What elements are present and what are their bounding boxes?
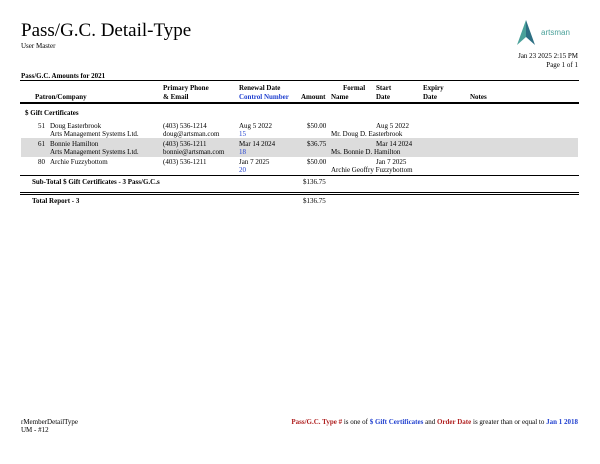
row-3-formal: Archie Geoffry Fuzzybottom <box>331 166 413 174</box>
row-2-email: bonnie@artsman.com <box>163 148 225 156</box>
total-amount: $136.75 <box>303 197 326 205</box>
group-title: $ Gift Certificates <box>25 109 79 117</box>
col-start-1: Start <box>376 84 392 92</box>
row-1-company: Arts Management Systems Ltd. <box>50 130 139 138</box>
row-2-company: Arts Management Systems Ltd. <box>50 148 139 156</box>
row-3-phone: (403) 536-1211 <box>163 158 207 166</box>
col-phone-1: Primary Phone <box>163 84 209 92</box>
subtotal-label: Sub-Total $ Gift Certificates - 3 Pass/G.C.s <box>32 178 160 186</box>
report-date-block <box>518 52 578 70</box>
row-3-name: Archie Fuzzybottom <box>50 158 108 166</box>
row-1-amount: $50.00 <box>307 122 327 130</box>
row-1-phone: (403) 536-1214 <box>163 122 207 130</box>
logo-text: artsman <box>541 28 570 37</box>
criteria-field-2: Order Date <box>436 418 472 426</box>
section-rule <box>20 80 579 81</box>
col-patron: Patron/Company <box>35 93 87 101</box>
row-2-phone: (403) 536-1211 <box>163 140 207 148</box>
total-label: Total Report - 3 <box>32 197 80 205</box>
criteria-op-1: is one of <box>342 418 370 426</box>
criteria-field-1: Pass/G.C. Type # <box>291 418 343 426</box>
footer-criteria <box>291 418 578 426</box>
subtotal-amount: $136.75 <box>303 178 326 186</box>
row-3-renewal: Jan 7 2025 <box>239 158 270 166</box>
row-1-name: Doug Easterbrook <box>50 122 102 130</box>
col-amount: Amount <box>301 93 326 101</box>
row-2-start: Mar 14 2024 <box>376 140 413 148</box>
criteria-join: and <box>423 418 437 426</box>
criteria-op-2: is greater than or equal to <box>471 418 547 426</box>
subtotal-rule <box>20 175 579 176</box>
criteria-value-2: Jan 1 2018 <box>546 418 578 426</box>
report-date: Jan 23 2025 2:15 PM <box>518 52 578 60</box>
col-renewal: Renewal Date <box>239 84 281 92</box>
row-1-control: 15 <box>239 130 246 138</box>
col-expiry-2: Date <box>423 93 437 101</box>
report-title: Pass/G.C. Detail-Type <box>21 20 192 41</box>
col-expiry-1: Expiry <box>423 84 444 92</box>
row-2-name: Bonnie Hamilton <box>50 140 99 148</box>
row-2-control: 18 <box>239 148 246 156</box>
row-1-renewal: Aug 5 2022 <box>239 122 273 130</box>
row-1-formal: Mr. Doug D. Easterbrook <box>331 130 403 138</box>
row-3-start: Jan 7 2025 <box>376 158 407 166</box>
row-1-email: doug@artsman.com <box>163 130 220 138</box>
row-3-control: 20 <box>239 166 246 174</box>
header-rule <box>20 102 579 104</box>
row-3-amount: $50.00 <box>307 158 327 166</box>
row-3-id: 80 <box>38 158 45 166</box>
criteria-value-1: $ Gift Certificates <box>369 418 424 426</box>
col-formal-1: Formal <box>343 84 366 92</box>
report-subtitle: User Master <box>21 42 56 50</box>
row-2-formal: Ms. Bonnie D. Hamilton <box>331 148 401 156</box>
total-rule <box>20 192 579 197</box>
row-1-start: Aug 5 2022 <box>376 122 410 130</box>
row-2-id: 61 <box>38 140 45 148</box>
row-2-renewal: Mar 14 2024 <box>239 140 276 148</box>
page-number: Page 1 of 1 <box>546 61 578 69</box>
col-notes: Notes <box>470 93 487 101</box>
footer-code: rMemberDetailType <box>21 418 79 426</box>
col-control: Control Number <box>239 93 289 101</box>
col-phone-2: & Email <box>163 93 189 101</box>
section-title: Pass/G.C. Amounts for 2021 <box>21 72 106 80</box>
footer-um: UM - #12 <box>21 426 49 434</box>
col-formal-2: Name <box>331 93 349 101</box>
col-start-2: Date <box>376 93 390 101</box>
row-2-amount: $36.75 <box>307 140 327 148</box>
row-1-id: 51 <box>38 122 45 130</box>
